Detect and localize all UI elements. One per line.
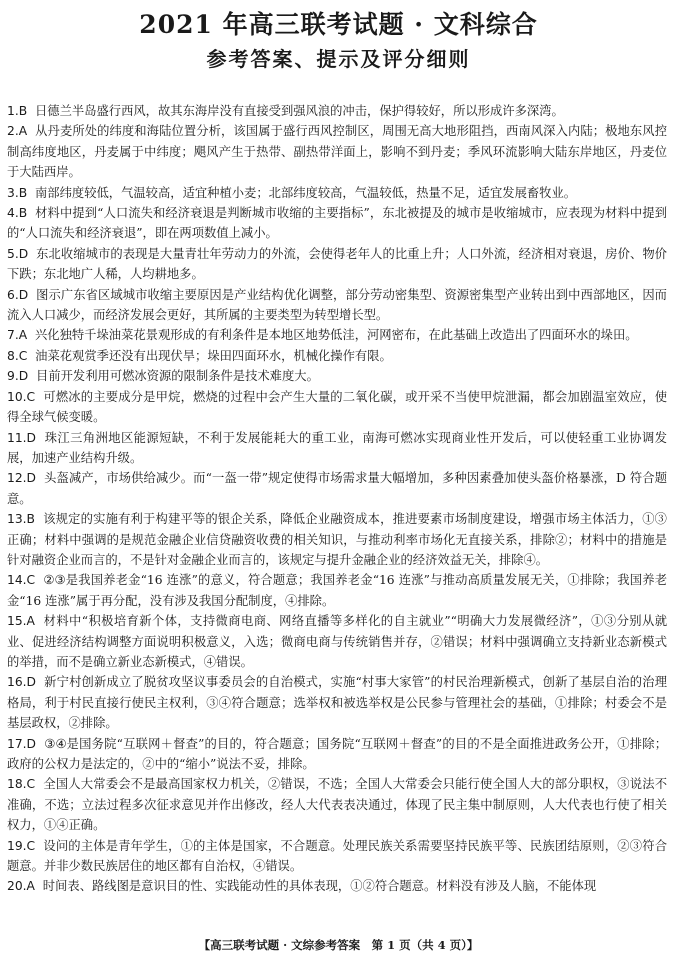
- answer-text: 油菜花观赏季还没有出现伏旱；垛田四面环水，机械化操作有限。: [35, 348, 392, 363]
- answer-item: [7, 183, 667, 203]
- answer-list: [7, 101, 667, 897]
- answer-item: [7, 387, 667, 428]
- answer-text: 材料中提到“人口流失和经济衰退是判断城市收缩的主要指标”，东北被提及的城市是收缩城市，应表现为材料中提到的“人口流失和经济衰退”，即在两项数值上减小。: [7, 206, 667, 241]
- answer-number: 18.C: [7, 777, 36, 792]
- page-subtitle: 参考答案、提示及评分细则: [206, 47, 471, 71]
- answer-item: [7, 285, 667, 326]
- answer-item: [7, 366, 667, 386]
- answer-number: 20.A: [7, 879, 35, 894]
- answer-number: 13.B: [7, 512, 35, 527]
- answer-number: 7.A: [7, 328, 28, 343]
- answer-text: 可燃冰的主要成分是甲烷，燃烧的过程中会产生大量的二氧化碳，或开采不当使甲烷泄漏，都会加剧温室效应，使得全球气候变暖。: [7, 389, 667, 425]
- answer-text: 设问的主体是青年学生，①的主体是国家，不合题意。处理民族关系需要坚持民族平等、民族团结原则，②③符合题意。并非少数民族居住的地区都有自治权，④错误。: [7, 838, 667, 874]
- answer-text: 全国人大常委会不是最高国家权力机关，②错误，不选；全国人大常委会只能行使全国人大的部分职权，③说法不准确，不选；立法过程多次征求意见并作出修改，经人大代表表决通过，体现了民主集中制原则，人大代表也行使了相关权力，①④正确。: [7, 777, 667, 833]
- answer-text: 图示广东省区域城市收缩主要原因是产业结构优化调整，部分劳动密集型、资源密集型产业转出到中西部地区，因而流入人口减少，而经济发展会更好，其所属的主要类型为转型增长型。: [7, 287, 667, 323]
- answer-item: [7, 346, 667, 366]
- page-footer: 【高三联考试题 · 文综参考答案 第 1 页（共 4 页）】: [198, 938, 479, 952]
- answer-text: 新宁村创新成立了脱贫攻坚议事委员会的自治模式，实施“村事大家管”的村民治理新模式，创新了基层自治的治理格局，利于村民直接行使民主权利，③④符合题意；选举权和被选举权是公民参与管理社会的基础，①排除；村委会不是基层政权，②排除。: [7, 675, 668, 731]
- answer-item: [7, 672, 667, 733]
- answer-number: 2.A: [7, 124, 28, 139]
- answer-number: 17.D: [7, 736, 37, 751]
- answer-number: 9.D: [7, 369, 29, 384]
- answer-text: 头盔减产，市场供给减少。而“一盔一带”规定使得市场需求量大幅增加，多种因素叠加使头盔价格暴涨，D 符合题意。: [7, 471, 667, 506]
- answer-text: ②③是我国养老金“16 连涨”的意义，符合题意；我国养老金“16 连涨”与推动高质量发展无关，①排除；我国养老金“16 连涨”属于再分配，没有涉及我国分配制度，④排除。: [7, 573, 667, 608]
- answer-number: 19.C: [7, 838, 36, 853]
- answer-item: [7, 570, 667, 611]
- answer-number: 5.D: [7, 246, 29, 261]
- answer-text: ③④是国务院“互联网＋督查”的目的，符合题意；国务院“互联网＋督查”的目的不是全面推进政务公开，①排除；政府的公权力是法定的，②中的“缩小”说法不妥，排除。: [7, 736, 667, 771]
- page-title: 2021 年高三联考试题 · 文科综合: [139, 10, 538, 39]
- answer-text: 时间表、路线图是意识目的性、实践能动性的具体表现，①②符合题意。材料没有涉及人脑，不能体现: [42, 879, 597, 894]
- answer-number: 8.C: [7, 348, 28, 363]
- answer-text: 兴化独特千垛油菜花景观形成的有利条件是本地区地势低洼，河网密布，在此基础上改造出了四面环水的垛田。: [34, 328, 638, 343]
- answer-item: [7, 428, 667, 469]
- answer-number: 14.C: [7, 573, 36, 588]
- answer-item: [7, 836, 667, 877]
- answer-number: 11.D: [7, 430, 37, 445]
- answer-number: 3.B: [7, 185, 28, 200]
- answer-item: [7, 611, 667, 672]
- answer-item: [7, 101, 667, 121]
- answer-item: [7, 774, 667, 835]
- answer-number: 4.B: [7, 206, 28, 221]
- answer-number: 15.A: [7, 614, 35, 629]
- answer-item: [7, 244, 667, 285]
- answer-text: 南部纬度较低，气温较高，适宜种植小麦；北部纬度较高，气温较低，热量不足，适宜发展畜牧业。: [35, 185, 577, 200]
- answer-item: [7, 325, 667, 345]
- answer-number: 6.D: [7, 287, 29, 302]
- answer-item: [7, 509, 667, 570]
- answer-number: 1.B: [7, 104, 28, 118]
- answer-number: 12.D: [7, 471, 37, 486]
- answer-text: 日德兰半岛盛行西风，故其东海岸没有直接受到强风浪的冲击，保护得较好，所以形成许多深湾。: [35, 104, 564, 118]
- answer-number: 10.C: [7, 389, 36, 404]
- answer-text: 该规定的实施有利于构建平等的银企关系，降低企业融资成本，推进要素市场制度建设，增强市场主体活力，①③正确；材料中强调的是规范金融企业信贷融资收费的相关知识，与推动利率市场化无直接关系，排除②；材料中的措施是针对融资企业而言的，不是针对金融企业而言的，该规定与提升金融企业的经济效益无关，排除④。: [7, 512, 667, 567]
- answer-number: 16.D: [7, 675, 37, 690]
- answer-item: [7, 876, 667, 896]
- answer-item: [7, 734, 667, 775]
- answer-text: 东北收缩城市的表现是大量青壮年劳动力的外流，会使得老年人的比重上升；人口外流，经济相对衰退，房价、物价下跌；东北地广人稀，人均耕地多。: [7, 246, 667, 282]
- answer-text: 珠江三角洲地区能源短缺，不利于发展能耗大的重工业，南海可燃冰实现商业性开发后，可以使轻重工业协调发展，加速产业结构升级。: [7, 430, 667, 465]
- answer-item: [7, 121, 667, 182]
- answer-item: [7, 468, 667, 509]
- answer-item: [7, 203, 667, 244]
- answer-text: 目前开发利用可燃冰资源的限制条件是技术难度大。: [36, 369, 319, 384]
- answer-text: 从丹麦所处的纬度和海陆位置分析，该国属于盛行西风控制区，周围无高大地形阻挡，西南风深入内陆；极地东风控制高纬度地区，丹麦属于中纬度；飓风产生于热带、副热带洋面上，影响不到丹麦；季风环流影响大陆东岸地区，丹麦位于大陆西岸。: [7, 124, 667, 180]
- answer-text: 材料中“积极培育新个体，支持微商电商、网络直播等多样化的自主就业”“明确大力发展微经济”，①③分别从就业、促进经济结构调整方面说明积极意义，入选；微商电商与传统销售并存，②错误；材料中强调确立支持新业态新模式的举措，而不是确立新业态新模式，④错误。: [7, 614, 667, 669]
